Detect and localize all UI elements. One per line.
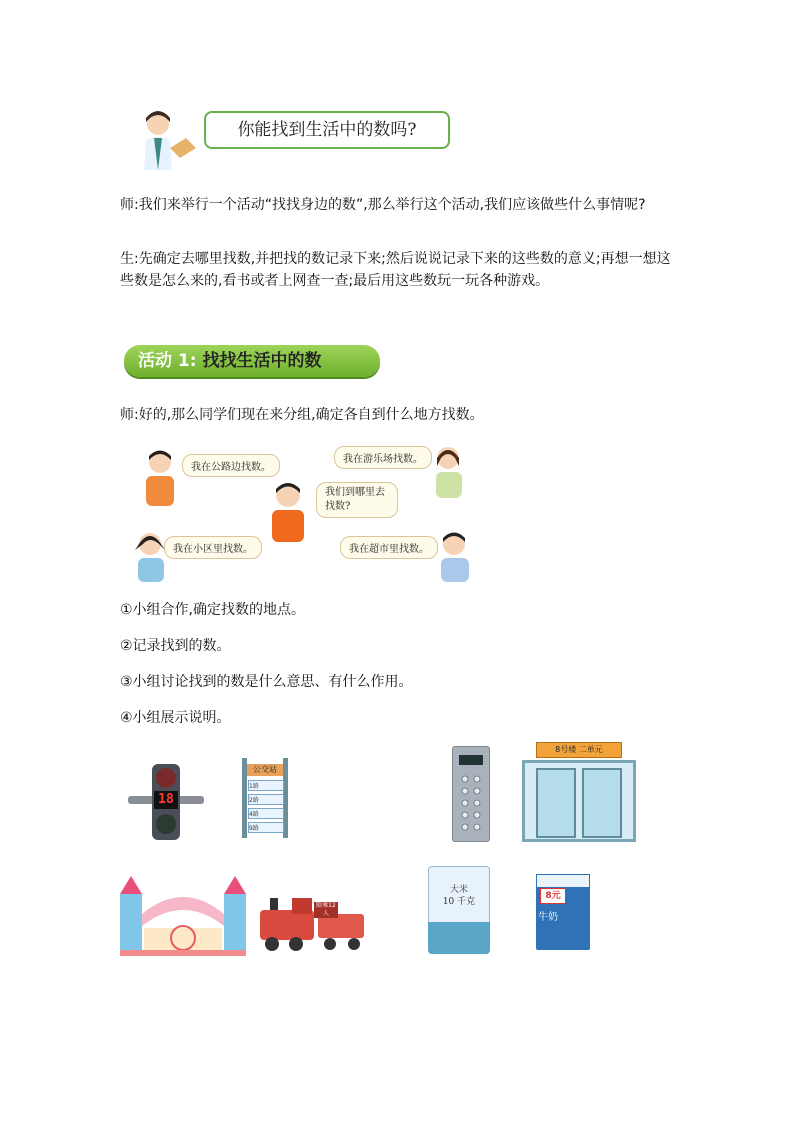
train-label: 限乘12人 [314,902,338,918]
train-illustration [256,890,368,954]
step-2: ②记录找到的数。 [120,638,231,654]
bubble-road: 我在公路边找数。 [182,454,280,477]
bubble-market: 我在超市里找数。 [340,536,438,559]
activity-prefix: 活动 1: [138,351,197,371]
park-gate-illustration [120,874,246,956]
teacher-line-1: 师:我们来举行一个活动“找找身边的数”,那么举行这个活动,我们应该做些什么事情呢? [120,197,646,213]
bubble-park: 我在游乐场找数。 [334,446,432,469]
bus-stop-illustration [242,758,288,838]
bus-route-2: 2路 [248,794,284,805]
milk-price: 8元 [540,888,566,904]
step-4: ④小组展示说明。 [120,710,231,726]
building-sign: 8号楼 二单元 [536,742,622,758]
elevator-panel-illustration [452,746,490,842]
traffic-light-illustration [128,762,204,842]
teacher-figure [128,108,198,170]
bubble-community: 我在小区里找数。 [164,536,262,559]
rice-bag-name: 大米 [449,885,468,895]
bus-route-4: 4路 [248,808,284,819]
traffic-light-counter: 18 [154,791,178,809]
milk-carton-illustration [530,874,596,950]
student-line-1: 生:先确定去哪里找数,并把找的数记录下来;然后说说记录下来的这些数的意义;再想一想这些数是怎么来的,看书或者上网查一查;最后用这些数玩一玩各种游戏。 [120,251,671,289]
milk-label: 牛奶 [538,912,558,923]
bus-route-1: 1路 [248,780,284,791]
activity-title: 找找生活中的数 [202,351,322,371]
activity-banner [124,345,380,377]
rice-bag-illustration [428,866,490,954]
boy-center-figure [268,480,312,544]
question-bubble: 你能找到生活中的数吗? [204,111,450,149]
bubble-where: 我们到哪里去找数? [316,482,398,518]
step-3: ③小组讨论找到的数是什么意思、有什么作用。 [120,674,413,690]
step-1: ①小组合作,确定找数的地点。 [120,602,306,618]
bus-stop-title: 公交站 [247,764,283,776]
boy-road-figure [142,448,182,508]
children-illustration [128,442,478,584]
building-door-illustration [522,742,636,842]
boy-market-figure [434,530,474,582]
teacher-line-2: 师:好的,那么同学们现在来分组,确定各自到什么地方找数。 [120,407,484,423]
rice-bag-weight: 10 千克 [442,897,476,907]
bus-route-9: 9路 [248,822,284,833]
girl-park-figure [428,444,468,500]
